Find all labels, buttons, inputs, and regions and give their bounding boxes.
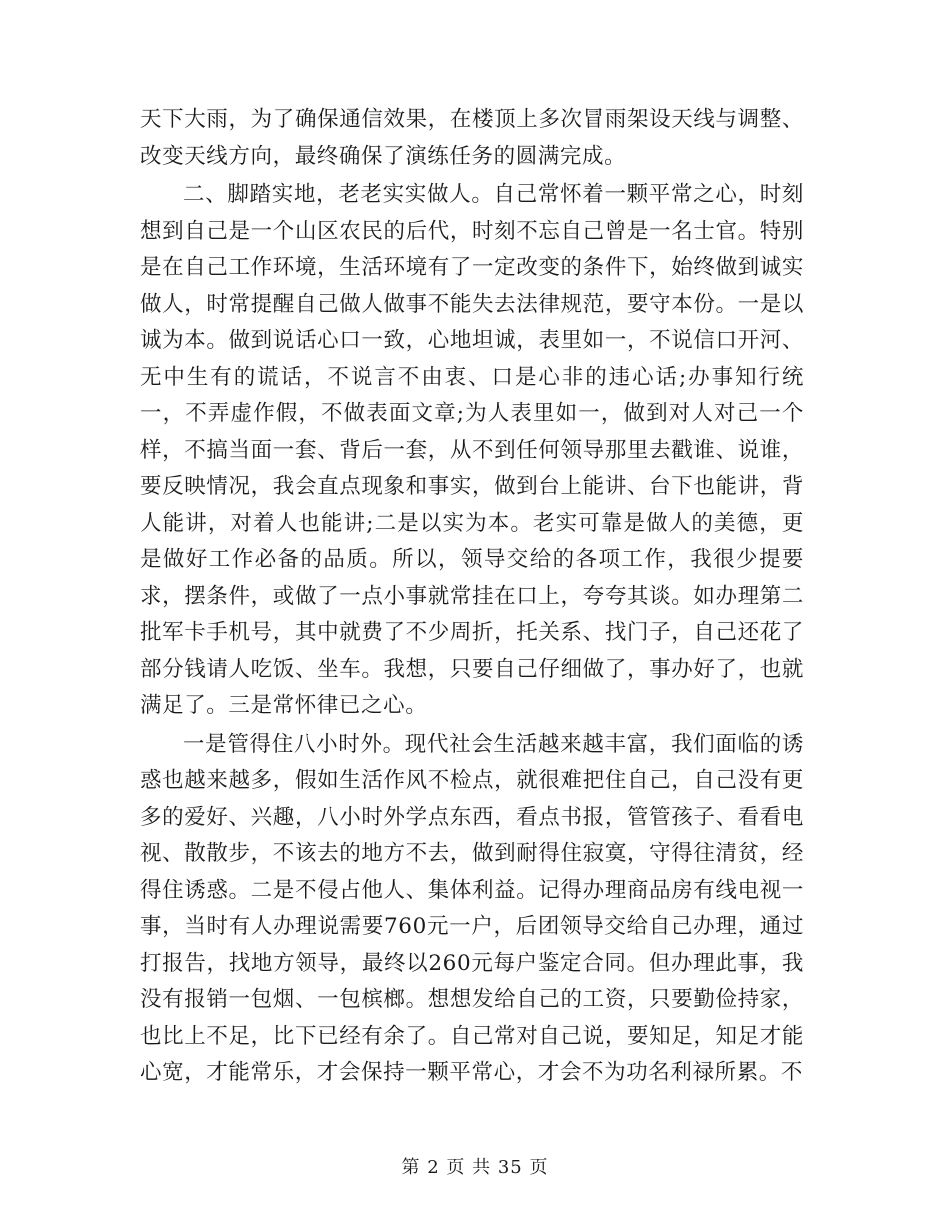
paragraph-2: 二、脚踏实地，老老实实做人。自己常怀着一颗平常之心，时刻想到自己是一个山区农民的后代，时刻不忘自己曾是一名士官。特别是在自己工作环境，生活环境有了一定改变的条件下，始终做到诚实做人，时常提醒自己做人做事不能失去法律规范，要守本份。一是以诚为本。做到说话心口一致，心地坦诚，表里如一，不说信口开河、无中生有的谎话，不说言不由衷、口是心非的违心话;办事知行统一，不弄虚作假，不做表面文章;为人表里如一，做到对人对己一个样，不搞当面一套、背后一套，从不到任何领导那里去戳谁、说谁，要反映情况，我会直点现象和事实，做到台上能讲、台下也能讲，背人能讲，对着人也能讲;二是以实为本。老实可靠是做人的美德，更是做好工作必备的品质。所以，领导交给的各项工作，我很少提要求，摆条件，或做了一点小事就常挂在口上，夸夸其谈。如办理第二批军卡手机号，其中就费了不少周折，托关系、找门子，自己还花了部分钱请人吃饭、坐车。我想，只要自己仔细做了，事办好了，也就满足了。三是常怀律已之心。 xyxy=(140,182,804,718)
document-body xyxy=(140,102,804,1092)
paragraph-3: 一是管得住八小时外。现代社会生活越来越丰富，我们面临的诱惑也越来越多，假如生活作风不检点，就很难把住自己，自己没有更多的爱好、兴趣，八小时外学点东西，看点书报，管管孩子、看看电视、散散步，不该去的地方不去，做到耐得住寂寞，守得往清贫，经得住诱惑。二是不侵占他人、集体利益。记得办理商品房有线电视一事，当时有人办理说需要760元一户，后团领导交给自己办理，通过打报告，找地方领导，最终以260元每户鉴定合同。但办理此事，我没有报销一包烟、一包槟榔。想想发给自己的工资，只要勤俭持家，也比上不足，比下已经有余了。自己常对自己说，要知足，知足才能心宽，才能常乐，才会保持一颗平常心，才会不为功名利禄所累。不 xyxy=(140,731,804,1085)
paragraph-1: 天下大雨，为了确保通信效果，在楼顶上多次冒雨架设天线与调整、改变天线方向，最终确保了演练任务的圆满完成。 xyxy=(140,107,804,169)
page-number-footer: 第 2 页 共 35 页 xyxy=(401,1157,549,1178)
